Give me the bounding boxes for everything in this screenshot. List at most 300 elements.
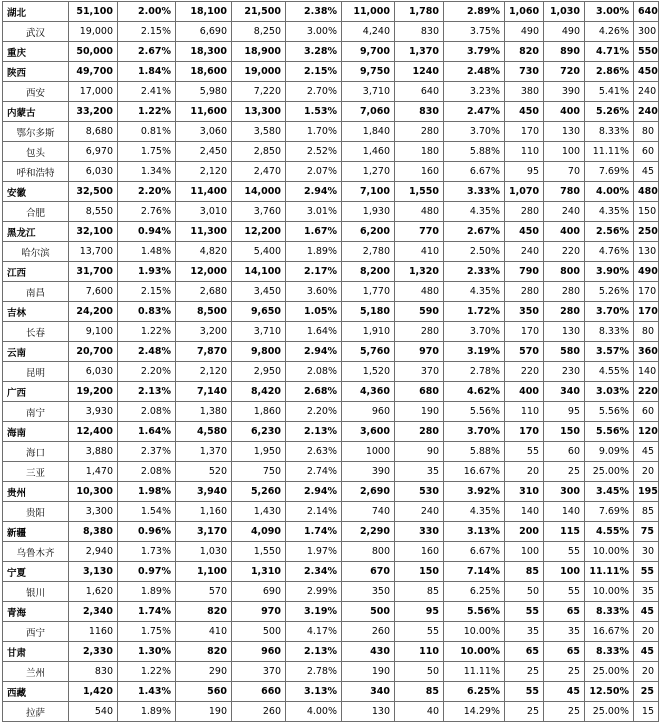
value-cell: 410 [176,622,232,642]
value-cell: 2.78% [444,362,505,382]
value-cell: 280 [505,282,544,302]
value-cell: 4,240 [342,22,395,42]
value-cell: 2.52% [286,142,342,162]
value-cell: 3.57% [585,342,634,362]
value-cell: 2.37% [118,442,176,462]
province-row [3,562,659,582]
city-row [3,282,659,302]
value-cell: 730 [505,62,544,82]
value-cell: 7.69% [585,162,634,182]
value-cell: 5.88% [444,142,505,162]
value-cell: 8,250 [232,22,286,42]
value-cell: 3,580 [232,122,286,142]
value-cell: 2.70% [286,82,342,102]
value-cell: 140 [505,502,544,522]
value-cell: 55 [544,582,585,602]
value-cell: 100 [505,542,544,562]
value-cell: 6,970 [69,142,118,162]
value-cell: 750 [232,462,286,482]
city-row [3,622,659,642]
value-cell: 2,950 [232,362,286,382]
data-table [2,1,659,722]
value-cell: 130 [544,122,585,142]
value-cell: 6,200 [342,222,395,242]
province-row [3,382,659,402]
table-body [3,2,659,722]
value-cell: 8.33% [585,122,634,142]
value-cell: 1.74% [286,522,342,542]
value-cell: 180 [395,142,444,162]
value-cell: 18,600 [176,62,232,82]
value-cell: 240 [634,82,659,102]
value-cell: 260 [232,702,286,722]
value-cell: 370 [232,662,286,682]
value-cell: 5.41% [585,82,634,102]
value-cell: 3.03% [585,382,634,402]
value-cell: 1.84% [118,62,176,82]
value-cell: 480 [395,202,444,222]
value-cell: 550 [634,42,659,62]
value-cell: 800 [342,542,395,562]
value-cell: 1.75% [118,142,176,162]
value-cell: 3,300 [69,502,118,522]
value-cell: 19,000 [232,62,286,82]
city-row [3,82,659,102]
value-cell: 1.48% [118,242,176,262]
region-name-cell: 黑龙江 [3,222,69,242]
province-row [3,262,659,282]
value-cell: 890 [544,42,585,62]
value-cell: 2.17% [286,262,342,282]
value-cell: 1,460 [342,142,395,162]
value-cell: 3.28% [286,42,342,62]
value-cell: 3.70% [444,322,505,342]
value-cell: 10.00% [585,582,634,602]
value-cell: 115 [544,522,585,542]
value-cell: 2.94% [286,182,342,202]
value-cell: 3,060 [176,122,232,142]
value-cell: 2,680 [176,282,232,302]
city-row [3,242,659,262]
value-cell: 1,930 [342,202,395,222]
value-cell: 490 [544,22,585,42]
value-cell: 4.55% [585,362,634,382]
value-cell: 960 [342,402,395,422]
value-cell: 2.07% [286,162,342,182]
value-cell: 520 [176,462,232,482]
value-cell: 390 [342,462,395,482]
value-cell: 2,690 [342,482,395,502]
value-cell: 50 [395,662,444,682]
value-cell: 1,370 [395,42,444,62]
value-cell: 10.00% [585,542,634,562]
value-cell: 20 [505,462,544,482]
value-cell: 160 [395,542,444,562]
province-row [3,642,659,662]
province-row [3,2,659,22]
value-cell: 2,940 [69,542,118,562]
value-cell: 55 [505,442,544,462]
region-name-cell: 呼和浩特 [3,162,69,182]
value-cell: 11,300 [176,222,232,242]
value-cell: 350 [505,302,544,322]
region-name-cell: 贵阳 [3,502,69,522]
value-cell: 280 [395,322,444,342]
region-name-cell: 西藏 [3,682,69,702]
value-cell: 11,000 [342,2,395,22]
value-cell: 1,030 [176,542,232,562]
value-cell: 7.69% [585,502,634,522]
value-cell: 80 [634,322,659,342]
value-cell: 340 [342,682,395,702]
value-cell: 170 [505,122,544,142]
value-cell: 400 [544,102,585,122]
value-cell: 4.55% [585,522,634,542]
value-cell: 3.13% [444,522,505,542]
value-cell: 3,760 [232,202,286,222]
value-cell: 85 [395,682,444,702]
value-cell: 75 [634,522,659,542]
region-name-cell: 安徽 [3,182,69,202]
value-cell: 0.94% [118,222,176,242]
value-cell: 200 [505,522,544,542]
value-cell: 1.74% [118,602,176,622]
value-cell: 0.81% [118,122,176,142]
value-cell: 3.01% [286,202,342,222]
value-cell: 8,380 [69,522,118,542]
city-row [3,502,659,522]
value-cell: 450 [505,222,544,242]
value-cell: 11.11% [444,662,505,682]
value-cell: 1,950 [232,442,286,462]
value-cell: 540 [69,702,118,722]
region-name-cell: 乌鲁木齐 [3,542,69,562]
value-cell: 190 [395,402,444,422]
value-cell: 2.14% [286,502,342,522]
value-cell: 1.67% [286,222,342,242]
value-cell: 400 [544,222,585,242]
region-name-cell: 南宁 [3,402,69,422]
value-cell: 6,030 [69,162,118,182]
value-cell: 65 [544,642,585,662]
value-cell: 1,310 [232,562,286,582]
value-cell: 170 [505,422,544,442]
region-name-cell: 昆明 [3,362,69,382]
value-cell: 3,710 [342,82,395,102]
value-cell: 140 [634,362,659,382]
value-cell: 45 [634,162,659,182]
value-cell: 1,370 [176,442,232,462]
region-name-cell: 武汉 [3,22,69,42]
region-name-cell: 陕西 [3,62,69,82]
value-cell: 9,100 [69,322,118,342]
value-cell: 13,700 [69,242,118,262]
value-cell: 2.94% [286,342,342,362]
value-cell: 970 [395,342,444,362]
value-cell: 490 [634,262,659,282]
value-cell: 9,650 [232,302,286,322]
value-cell: 130 [544,322,585,342]
value-cell: 310 [505,482,544,502]
value-cell: 8.33% [585,322,634,342]
city-row [3,202,659,222]
value-cell: 0.97% [118,562,176,582]
value-cell: 19,200 [69,382,118,402]
value-cell: 95 [505,162,544,182]
value-cell: 9,800 [232,342,286,362]
value-cell: 480 [395,282,444,302]
value-cell: 170 [634,282,659,302]
value-cell: 100 [544,142,585,162]
value-cell: 2.13% [118,382,176,402]
region-name-cell: 贵州 [3,482,69,502]
value-cell: 3,010 [176,202,232,222]
value-cell: 3.19% [444,342,505,362]
province-row [3,302,659,322]
city-row [3,22,659,42]
value-cell: 240 [505,242,544,262]
value-cell: 4,820 [176,242,232,262]
city-row [3,542,659,562]
province-row [3,222,659,242]
value-cell: 70 [544,162,585,182]
value-cell: 580 [544,342,585,362]
city-row [3,122,659,142]
value-cell: 2.47% [444,102,505,122]
region-name-cell: 青海 [3,602,69,622]
value-cell: 1.22% [118,662,176,682]
value-cell: 790 [505,262,544,282]
value-cell: 5.56% [585,422,634,442]
region-name-cell: 海南 [3,422,69,442]
region-name-cell: 西宁 [3,622,69,642]
value-cell: 8.33% [585,602,634,622]
value-cell: 11.11% [585,562,634,582]
value-cell: 2.15% [118,282,176,302]
value-cell: 2,290 [342,522,395,542]
value-cell: 0.96% [118,522,176,542]
value-cell: 17,000 [69,82,118,102]
region-name-cell: 吉林 [3,302,69,322]
region-name-cell: 包头 [3,142,69,162]
value-cell: 15 [634,702,659,722]
value-cell: 3,600 [342,422,395,442]
region-name-cell: 甘肃 [3,642,69,662]
value-cell: 1,060 [505,2,544,22]
value-cell: 20 [634,622,659,642]
value-cell: 2,120 [176,162,232,182]
value-cell: 2.15% [286,62,342,82]
value-cell: 340 [544,382,585,402]
value-cell: 2.33% [444,262,505,282]
value-cell: 830 [69,662,118,682]
value-cell: 3.00% [585,2,634,22]
value-cell: 220 [634,382,659,402]
value-cell: 410 [395,242,444,262]
value-cell: 1,770 [342,282,395,302]
value-cell: 25.00% [585,462,634,482]
value-cell: 3.75% [444,22,505,42]
value-cell: 220 [544,242,585,262]
value-cell: 4,090 [232,522,286,542]
value-cell: 240 [634,102,659,122]
value-cell: 3.13% [286,682,342,702]
value-cell: 2.76% [118,202,176,222]
value-cell: 3,710 [232,322,286,342]
value-cell: 24,200 [69,302,118,322]
value-cell: 330 [395,522,444,542]
value-cell: 3,940 [176,482,232,502]
value-cell: 5.26% [585,282,634,302]
value-cell: 3,130 [69,562,118,582]
region-name-cell: 海口 [3,442,69,462]
value-cell: 220 [505,362,544,382]
value-cell: 110 [505,142,544,162]
value-cell: 4.35% [444,202,505,222]
region-name-cell: 西安 [3,82,69,102]
value-cell: 1.89% [118,582,176,602]
value-cell: 8,550 [69,202,118,222]
value-cell: 2.48% [118,342,176,362]
value-cell: 7,220 [232,82,286,102]
value-cell: 2.48% [444,62,505,82]
value-cell: 85 [634,502,659,522]
value-cell: 820 [176,602,232,622]
value-cell: 4.00% [286,702,342,722]
value-cell: 2.67% [118,42,176,62]
value-cell: 1.53% [286,102,342,122]
value-cell: 16.67% [444,462,505,482]
value-cell: 7,060 [342,102,395,122]
value-cell: 140 [544,502,585,522]
value-cell: 20 [634,662,659,682]
value-cell: 8,500 [176,302,232,322]
value-cell: 55 [634,562,659,582]
value-cell: 770 [395,222,444,242]
value-cell: 9.09% [585,442,634,462]
value-cell: 12,000 [176,262,232,282]
value-cell: 350 [342,582,395,602]
value-cell: 1.70% [286,122,342,142]
value-cell: 2.68% [286,382,342,402]
value-cell: 1.89% [286,242,342,262]
value-cell: 4.00% [585,182,634,202]
value-cell: 110 [505,402,544,422]
value-cell: 400 [505,382,544,402]
value-cell: 2,330 [69,642,118,662]
value-cell: 2,450 [176,142,232,162]
region-name-cell: 云南 [3,342,69,362]
value-cell: 2.20% [118,182,176,202]
value-cell: 1.98% [118,482,176,502]
value-cell: 80 [634,122,659,142]
value-cell: 6,690 [176,22,232,42]
value-cell: 5.88% [444,442,505,462]
value-cell: 280 [544,282,585,302]
value-cell: 51,100 [69,2,118,22]
region-name-cell: 重庆 [3,42,69,62]
value-cell: 33,200 [69,102,118,122]
value-cell: 1.64% [118,422,176,442]
value-cell: 1.30% [118,642,176,662]
value-cell: 450 [505,102,544,122]
value-cell: 4.17% [286,622,342,642]
province-row [3,182,659,202]
value-cell: 500 [342,602,395,622]
value-cell: 2.13% [286,642,342,662]
value-cell: 150 [634,202,659,222]
value-cell: 8,420 [232,382,286,402]
value-cell: 1,420 [69,682,118,702]
value-cell: 2.67% [444,222,505,242]
value-cell: 290 [176,662,232,682]
province-row [3,602,659,622]
value-cell: 7,140 [176,382,232,402]
value-cell: 12,200 [232,222,286,242]
value-cell: 195 [634,482,659,502]
city-row [3,362,659,382]
value-cell: 45 [634,442,659,462]
value-cell: 280 [544,302,585,322]
value-cell: 590 [395,302,444,322]
value-cell: 3.70% [444,122,505,142]
value-cell: 190 [342,662,395,682]
value-cell: 3.70% [585,302,634,322]
value-cell: 14,100 [232,262,286,282]
value-cell: 560 [176,682,232,702]
region-name-cell: 江西 [3,262,69,282]
value-cell: 1.75% [118,622,176,642]
province-row [3,102,659,122]
value-cell: 5,980 [176,82,232,102]
province-row [3,522,659,542]
value-cell: 65 [544,602,585,622]
value-cell: 14.29% [444,702,505,722]
value-cell: 95 [544,402,585,422]
value-cell: 1,030 [544,2,585,22]
value-cell: 5,260 [232,482,286,502]
value-cell: 20,700 [69,342,118,362]
value-cell: 5.56% [444,402,505,422]
region-name-cell: 湖北 [3,2,69,22]
value-cell: 1.43% [118,682,176,702]
value-cell: 55 [544,542,585,562]
province-row [3,62,659,82]
value-cell: 4.35% [585,202,634,222]
value-cell: 45 [634,602,659,622]
value-cell: 40 [395,702,444,722]
value-cell: 2,780 [342,242,395,262]
value-cell: 2.63% [286,442,342,462]
value-cell: 300 [544,482,585,502]
city-row [3,142,659,162]
value-cell: 35 [634,582,659,602]
value-cell: 2.34% [286,562,342,582]
value-cell: 18,900 [232,42,286,62]
value-cell: 9,750 [342,62,395,82]
value-cell: 530 [395,482,444,502]
value-cell: 11.11% [585,142,634,162]
value-cell: 3.23% [444,82,505,102]
value-cell: 260 [342,622,395,642]
value-cell: 230 [544,362,585,382]
value-cell: 1000 [342,442,395,462]
value-cell: 2.08% [118,402,176,422]
value-cell: 8,200 [342,262,395,282]
value-cell: 10,300 [69,482,118,502]
value-cell: 240 [544,202,585,222]
value-cell: 55 [505,682,544,702]
